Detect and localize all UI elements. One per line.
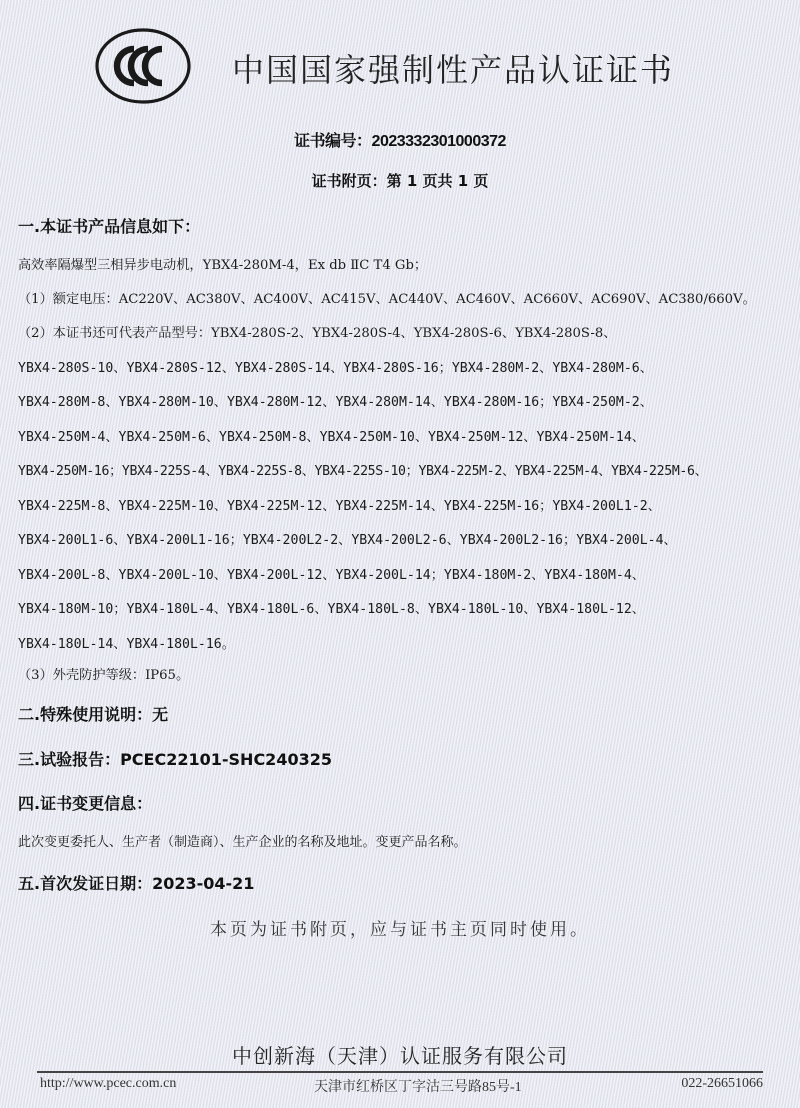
section-4-title: 四.证书变更信息： (18, 794, 153, 813)
section-1-title: 一.本证书产品信息如下： (18, 217, 201, 236)
change-info: 此次变更委托人、生产者（制造商）、生产企业的名称及地址。变更产品名称。 (18, 835, 467, 850)
certificate-number: 证书编号：2023332301000372 (294, 133, 506, 150)
model-list (18, 317, 793, 662)
footer-address: 天津市红桥区丁字沽三号路85号-1 (314, 1080, 522, 1095)
model-list-line: YBX4-225M-8、YBX4-225M-10、YBX4-225M-12、YBX4-225M-14、YBX4-225M-16；YBX4-200L1-2、 (18, 498, 661, 514)
section-3-title: 三.试验报告：PCEC22101-SHC240325 (18, 750, 332, 769)
model-list-line: （2）本证书还可代表产品型号：YBX4-280S-2、YBX4-280S-4、YBX4-280S-6、YBX4-280S-8、 (18, 326, 617, 341)
ccc-logo-icon (94, 27, 192, 105)
attachment-page-indicator: 证书附页：第 1 页共 1 页 (311, 172, 489, 190)
footer-website: http://www.pcec.com.cn (40, 1076, 177, 1091)
footer-divider (37, 1071, 763, 1073)
model-list-line: YBX4-180L-14、YBX4-180L-16。 (18, 636, 235, 652)
enclosure-protection: （3）外壳防护等级：IP65。 (18, 668, 190, 683)
model-list-line: YBX4-250M-16；YBX4-225S-4、YBX4-225S-8、YBX4-225S-10；YBX4-225M-2、YBX4-225M-4、YBX4-225M-6、 (18, 464, 708, 479)
model-list-line: YBX4-280S-10、YBX4-280S-12、YBX4-280S-14、YBX4-280S-16；YBX4-280M-2、YBX4-280M-6、 (18, 360, 653, 376)
model-list-line: YBX4-250M-4、YBX4-250M-6、YBX4-250M-8、YBX4-250M-10、YBX4-250M-12、YBX4-250M-14、 (18, 429, 645, 445)
product-description: 高效率隔爆型三相异步电动机，YBX4-280M-4，Ex db ⅡC T4 Gb； (18, 258, 428, 273)
model-list-line: YBX4-180M-10；YBX4-180L-4、YBX4-180L-6、YBX4-180L-8、YBX4-180L-10、YBX4-180L-12、 (18, 602, 645, 617)
issuing-company: 中创新海（天津）认证服务有限公司 (232, 1044, 568, 1068)
attachment-notice: 本页为证书附页，应与证书主页同时使用。 (210, 920, 590, 940)
section-2-title: 二.特殊使用说明：无 (18, 705, 169, 724)
model-list-line: YBX4-200L-8、YBX4-200L-10、YBX4-200L-12、YBX4-200L-14；YBX4-180M-2、YBX4-180M-4、 (18, 567, 645, 583)
section-5-title: 五.首次发证日期：2023-04-21 (18, 874, 255, 893)
rated-voltage: （1）额定电压：AC220V、AC380V、AC400V、AC415V、AC440V、AC460V、AC660V、AC690V、AC380/660V。 (18, 292, 756, 307)
certificate-title: 中国国家强制性产品认证证书 (232, 51, 675, 89)
footer-phone: 022-26651066 (681, 1076, 763, 1091)
model-list-line: YBX4-200L1-6、YBX4-200L1-16；YBX4-200L2-2、YBX4-200L2-6、YBX4-200L2-16；YBX4-200L-4、 (18, 533, 677, 548)
model-list-line: YBX4-280M-8、YBX4-280M-10、YBX4-280M-12、YBX4-280M-14、YBX4-280M-16；YBX4-250M-2、 (18, 395, 653, 410)
